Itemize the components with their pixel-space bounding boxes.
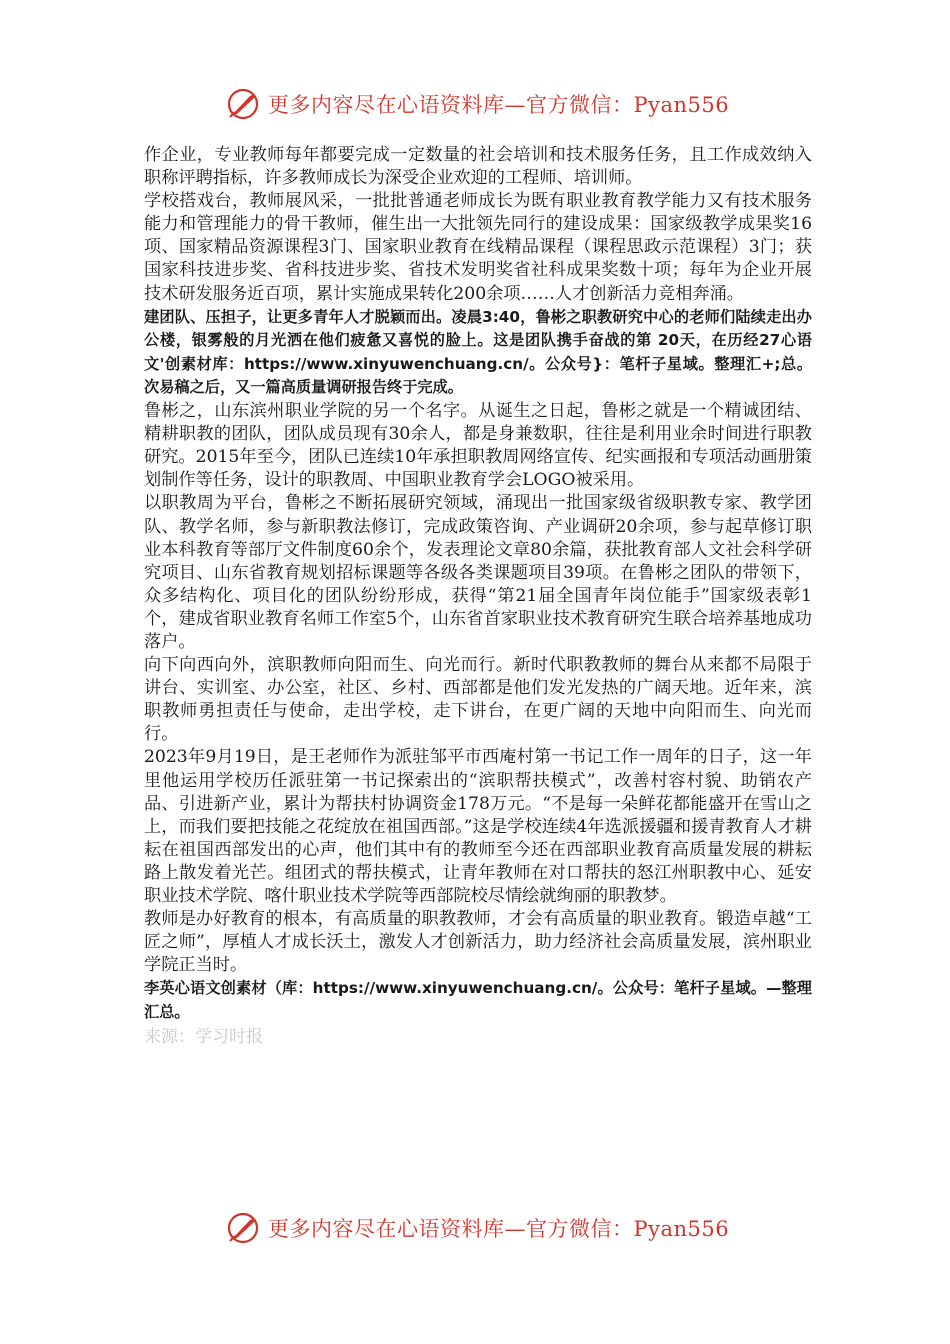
quill-pen-logo-icon xyxy=(226,1211,260,1245)
paragraph: 作企业，专业教师每年都要完成一定数量的社会培训和技术服务任务，且工作成效纳入职称评聘指标，许多教师成长为深受企业欢迎的工程师、培训师。 xyxy=(144,145,812,189)
paragraph-bold: 李英心语文创素材（库：https://www.xinyuwenchuang.cn/。公众号：笔杆子星域。—整理汇总。 xyxy=(144,979,812,1021)
header-banner xyxy=(226,84,746,124)
paragraph: 教师是办好教育的根本，有高质量的职教教师，才会有高质量的职业教育。锻造卓越“工匠之师”，厚植人才成长沃土，激发人才创新活力，助力经济社会高质量发展，滨州职业学院正当时。 xyxy=(144,909,812,976)
quill-pen-logo-icon xyxy=(226,87,260,121)
paragraph: 学校搭戏台，教师展风采，一批批普通老师成长为既有职业教育教学能力又有技术服务能力和管理能力的骨干教师，催生出一大批领先同行的建设成果：国家级教学成果奖16项、国家精品资源课程3门、国家职业教育在线精品课程（课程思政示范课程）3门；获国家科技进步奖、省科技进步奖、省技术发明奖省社科成果奖数十项；每年为企业开展技术研发服务近百项，累计实施成果转化200余项……人才创新活力竞相奔涌。 xyxy=(144,191,812,304)
paragraph: 2023年9月19日，是王老师作为派驻邹平市西庵村第一书记工作一周年的日子，这一年里他运用学校历任派驻第一书记探索出的“滨职帮扶模式”，改善村容村貌、助销农产品、引进新产业，累计为帮扶村协调资金178万元。“不是每一朵鲜花都能盛开在雪山之上，而我们要把技能之花绽放在祖国西部。”这是学校连续4年选派援疆和援青教育人才耕耘在祖国西部发出的心声，他们其中有的教师至今还在西部职业教育高质量发展的耕耘路上散发着光芒。组团式的帮扶模式，让青年教师在对口帮扶的怒江州职教中心、延安职业技术学院、喀什职业技术学院等西部院校尽情绘就绚丽的职教梦。 xyxy=(144,747,812,906)
source-line: 来源：学习时报 xyxy=(144,1026,263,1047)
article-body xyxy=(144,144,812,1049)
banner-text: 更多内容尽在心语资料库—官方微信：Pyan556 xyxy=(268,93,730,117)
paragraph-bold: 建团队、压担子，让更多青年人才脱颖而出。凌晨3:40，鲁彬之职教研究中心的老师们陆续走出办公楼，银雾般的月光洒在他们疲惫又喜悦的脸上。这是团队携手奋战的第 20天，在历经27心语文'创素材库：https://www.xinyuwenchuang.cn/。公众号}：笔杆子星域。整理汇+;总。次易稿之后，又一篇高质量调研报告终于完成。 xyxy=(144,307,812,397)
paragraph: 鲁彬之，山东滨州职业学院的另一个名字。从诞生之日起，鲁彬之就是一个精诚团结、精耕职教的团队，团队成员现有30余人，都是身兼数职，往往是利用业余时间进行职教研究。2015年至今，团队已连续10年承担职教周网络宣传、纪实画报和专项活动画册策划制作等任务，设计的职教周、中国职业教育学会LOGO被采用。 xyxy=(144,401,812,491)
banner-text: 更多内容尽在心语资料库—官方微信：Pyan556 xyxy=(268,1217,730,1241)
paragraph: 向下向西向外，滨职教师向阳而生、向光而行。新时代职教教师的舞台从来都不局限于讲台、实训室、办公室，社区、乡村、西部都是他们发光发热的广阔天地。近年来，滨职教师勇担责任与使命，走出学校，走下讲台，在更广阔的天地中向阳而生、向光而行。 xyxy=(144,655,812,745)
footer-banner xyxy=(226,1208,746,1248)
paragraph: 以职教周为平台，鲁彬之不断拓展研究领域，涌现出一批国家级省级职教专家、教学团队、教学名师，参与新职教法修订，完成政策咨询、产业调研20余项，参与起草修订职业本科教育等部厅文件制度60余个，发表理论文章80余篇，获批教育部人文社会科学研究项目、山东省教育规划招标课题等各级各类课题项目39项。在鲁彬之团队的带领下，众多结构化、项目化的团队纷纷形成，获得“第21届全国青年岗位能手”国家级表彰1个，建成省职业教育名师工作室5个，山东省首家职业技术教育研究生联合培养基地成功落户。 xyxy=(144,493,812,652)
